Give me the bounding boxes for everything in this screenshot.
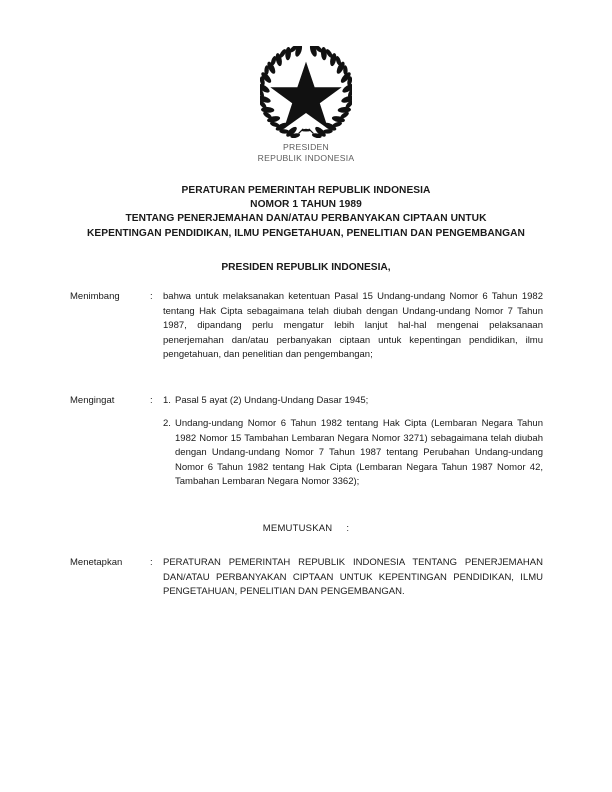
clause-text-menimbang: bahwa untuk melaksanakan ketentuan Pasal 15 Undang-undang Nomor 6 Tahun 1982 tentang Hak Cipta sebagaimana telah diubah dengan Undang-undang Nomor 7 Tahun 1987, dipandang perlu mengatur lebih lanjut hal-hal mengenai pelaksanaan penerjemahan dan/atau perbanyakan ciptaan untuk kepentingan pendidikan, ilmu pengetahuan, dan penelitian dan pengembangan; — [163, 291, 543, 361]
clause-menetapkan — [70, 556, 543, 600]
letterhead — [0, 46, 612, 164]
letterhead-line-republik-indonesia: REPUBLIK INDONESIA — [257, 153, 355, 164]
clause-body-menetapkan — [163, 556, 543, 600]
list-item — [163, 394, 543, 409]
title-line-4: KEPENTINGAN PENDIDIKAN, ILMU PENGETAHUAN, PENELITIAN DAN PENGEMBANGAN — [87, 227, 525, 239]
clause-colon-menimbang: : — [150, 291, 153, 302]
memutuskan-heading — [36, 523, 576, 534]
list-item-text: Undang-undang Nomor 6 Tahun 1982 tentang Hak Cipta (Lembaran Negara Tahun 1982 Nomor 15 Tambahan Lembaran Negara Nomor 3271) sebagaimana telah diubah dengan Undang-undang Nomor 7 Tahun 1987 tentang Perubahan Undang-undang Nomor 6 Tahun 1982 tentang Hak Cipta (Lembaran Negara Tahun 1987 Nomor 42, Tambahan Lembaran Negara Nomor 3362); — [175, 418, 543, 488]
list-item-number: 2. — [163, 418, 171, 430]
clause-label-mengingat: Mengingat — [70, 395, 115, 406]
title-line-1: PERATURAN PEMERINTAH REPUBLIK INDONESIA — [181, 185, 431, 196]
page-title — [36, 184, 576, 241]
clause-body-mengingat — [163, 394, 543, 490]
clause-menimbang — [70, 290, 543, 363]
title-line-2: NOMOR 1 TAHUN 1989 — [250, 199, 362, 211]
list-item-number: 1. — [163, 395, 171, 406]
letterhead-caption — [0, 142, 612, 164]
clause-colon-menetapkan: : — [150, 557, 153, 568]
document-subtitle: PRESIDEN REPUBLIK INDONESIA, — [221, 262, 391, 273]
star-in-laurel-wreath-emblem — [260, 46, 352, 138]
clause-colon-mengingat: : — [150, 395, 153, 406]
clause-label-menimbang: Menimbang — [70, 291, 120, 302]
clause-mengingat — [70, 394, 543, 490]
clause-label-menetapkan: Menetapkan — [70, 557, 123, 568]
letterhead-line-presiden: PRESIDEN — [283, 142, 329, 152]
clause-text-menetapkan: PERATURAN PEMERINTAH REPUBLIK INDONESIA TENTANG PENERJEMAHAN DAN/ATAU PERBANYAKAN CIPTAAN UNTUK KEPENTINGAN PENDIDIKAN, ILMU PENGETAHUAN, PENELITIAN DAN PENGEMBANGAN. — [163, 557, 543, 598]
clause-body-menimbang — [163, 290, 543, 363]
title-line-3: TENTANG PENERJEMAHAN DAN/ATAU PERBANYAKAN CIPTAAN UNTUK — [125, 213, 487, 225]
list-item-text: Pasal 5 ayat (2) Undang-Undang Dasar 1945; — [175, 395, 369, 406]
memutuskan-word: MEMUTUSKAN — [262, 523, 333, 534]
memutuskan-colon: : — [346, 523, 350, 534]
list-item — [163, 417, 543, 490]
